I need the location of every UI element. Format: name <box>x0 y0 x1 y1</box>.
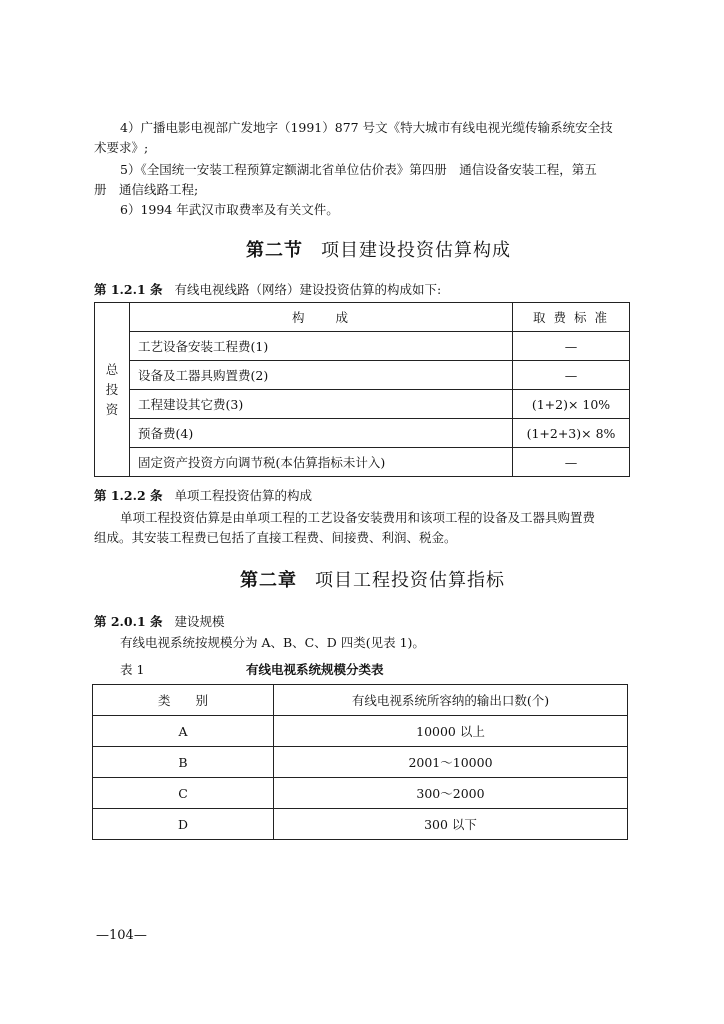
article-text: 有线电视线路（网络）建设投资估算的构成如下: <box>174 282 442 297</box>
article-1-2-2-heading <box>94 486 312 506</box>
table-label: 表 1 <box>120 662 145 677</box>
article-label: 第 1.2.1 条 <box>94 282 163 297</box>
row-item: 工程建设其它费(3) <box>130 390 513 419</box>
article-label: 第 1.2.2 条 <box>94 488 163 503</box>
article-2-0-1-text: 有线电视系统按规模分为 A、B、C、D 四类(见表 1)。 <box>120 635 425 650</box>
row-value: 300 以下 <box>274 809 628 840</box>
chapter-title: 项目工程投资估算指标 <box>315 570 505 591</box>
table-row <box>93 778 628 809</box>
table-row <box>95 332 630 361</box>
row-item: 预备费(4) <box>130 419 513 448</box>
header-category: 类 别 <box>93 685 274 716</box>
row-category: B <box>93 747 274 778</box>
row-fee: — <box>513 361 630 390</box>
header-outlet-count: 有线电视系统所容纳的输出口数(个) <box>274 685 628 716</box>
reference-5-line1: 5）《全国统一安装工程预算定额湖北省单位估价表》第四册 通信设备安装工程，第五 <box>120 162 597 177</box>
row-fee: (1+2+3)× 8% <box>513 419 630 448</box>
row-category: A <box>93 716 274 747</box>
section-heading <box>246 236 511 262</box>
row-fee: (1+2)× 10% <box>513 390 630 419</box>
row-item: 固定资产投资方向调节税(本估算指标未计入) <box>130 448 513 477</box>
article-2-0-1-heading <box>94 612 225 632</box>
reference-4-line1: 4）广播电影电视部广发地字（1991）877 号文《特大城市有线电视光缆传输系统安全技 <box>120 120 613 135</box>
article-1-2-2-paragraph-line1: 单项工程投资估算是由单项工程的工艺设备安装费用和该项工程的设备及工器具购置费 <box>120 510 596 525</box>
row-value: 2001～10000 <box>274 747 628 778</box>
table-row <box>93 809 628 840</box>
header-composition: 构 成 <box>130 303 513 332</box>
table-row <box>93 747 628 778</box>
table-row <box>95 419 630 448</box>
table-caption: 有线电视系统规模分类表 <box>246 662 384 677</box>
investment-composition-table <box>94 302 630 477</box>
chapter-number: 第二章 <box>240 570 297 591</box>
total-investment-label: 总 投 资 <box>95 303 130 477</box>
row-item: 工艺设备安装工程费(1) <box>130 332 513 361</box>
row-value: 10000 以上 <box>274 716 628 747</box>
reference-4-line2: 术要求》; <box>94 140 149 155</box>
row-fee: — <box>513 332 630 361</box>
table-row <box>95 448 630 477</box>
header-fee-standard: 取 费 标 准 <box>513 303 630 332</box>
article-title: 建设规模 <box>174 614 225 629</box>
page-number: —104— <box>96 928 147 943</box>
article-label: 第 2.0.1 条 <box>94 614 163 629</box>
row-item: 设备及工器具购置费(2) <box>130 361 513 390</box>
section-title: 项目建设投资估算构成 <box>321 240 511 261</box>
section-number: 第二节 <box>246 240 303 261</box>
article-title: 单项工程投资估算的构成 <box>174 488 312 503</box>
reference-6: 6）1994 年武汉市取费率及有关文件。 <box>120 202 339 217</box>
table-row <box>93 716 628 747</box>
reference-5-line2: 册 通信线路工程; <box>94 182 199 197</box>
row-value: 300～2000 <box>274 778 628 809</box>
table-row <box>95 361 630 390</box>
row-fee: — <box>513 448 630 477</box>
chapter-heading <box>240 566 505 592</box>
row-category: D <box>93 809 274 840</box>
article-1-2-1 <box>94 280 441 300</box>
article-1-2-2-paragraph-line2: 组成。其安装工程费已包括了直接工程费、间接费、利润、税金。 <box>94 530 457 545</box>
scale-classification-table <box>92 684 628 840</box>
row-category: C <box>93 778 274 809</box>
table-row <box>95 390 630 419</box>
